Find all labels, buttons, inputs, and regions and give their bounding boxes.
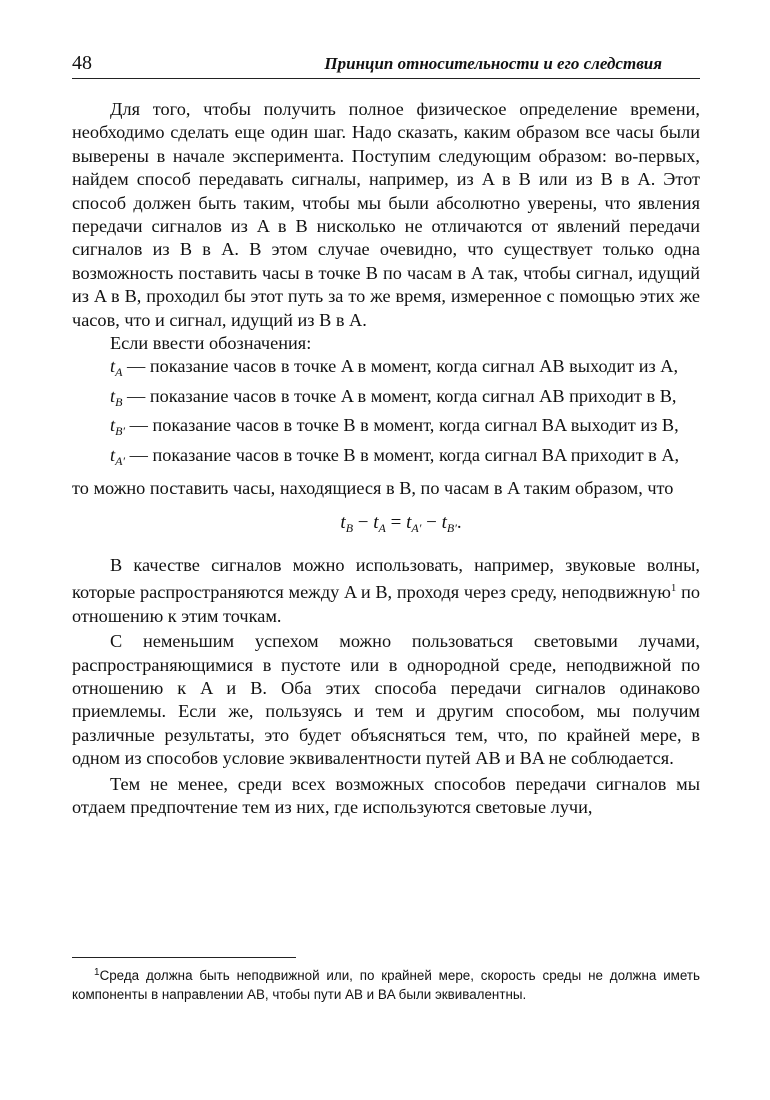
def-var: t [110, 385, 116, 406]
eq-subscript: A [378, 520, 386, 535]
footnote-text-block [72, 963, 700, 1004]
def-text: — показание часов в точке A в момент, когда сигнал AB приходит в B, [122, 385, 677, 406]
def-subscript: A′ [115, 453, 126, 468]
def-subscript: B [115, 394, 123, 409]
paragraph-5: С неменьшим успехом можно пользоваться световыми лучами, распространяющимися в пустоте или в однородной среде, неподвижной по отношению к A и B. Оба этих способа передачи сигналов одинаково приемлемы. Если же, пользуясь и тем и другим способом, мы получим различные результаты, это будет объясняться тем, что, по крайней мере, в одном из способов условие эквивалентности путей AB и BA не соблюдается. [72, 631, 700, 769]
running-header [72, 50, 700, 79]
def-var: t [110, 415, 116, 436]
def-text: — показание часов в точке B в момент, когда сигнал BA выходит из B, [125, 415, 679, 436]
running-title: Принцип относительности и его следствия [324, 54, 662, 73]
eq-operator: − [353, 511, 374, 533]
eq-subscript: A′ [411, 520, 422, 535]
footnote-text: Среда должна быть неподвижной или, по крайней мере, скорость среды не должна иметь компоненты в направлении AB, чтобы пути AB и BA были эквивалентны. [72, 968, 700, 1002]
def-text: — показание часов в точке B в момент, когда сигнал BA приходит в A, [125, 444, 680, 465]
def-text: — показание часов в точке A в момент, когда сигнал AB выходит из A, [122, 356, 679, 377]
p4-text-end: по отношению к этим точкам. [72, 582, 701, 626]
eq-term: t [441, 511, 447, 533]
paragraph-3: то можно поставить часы, находящиеся в B, по часам в A таким образом, что [72, 478, 674, 499]
footnote-ref[interactable]: 1 [670, 582, 677, 595]
eq-end: . [456, 511, 462, 533]
def-var: t [110, 444, 116, 465]
def-var: t [110, 356, 116, 377]
def-subscript: A [115, 365, 123, 380]
paragraph-1: Для того, чтобы получить полное физическое определение времени, необходимо сделать еще один шаг. Надо сказать, каким образом все часы были выверены в начале эксперимента. Поступим следующим образом: во-первых, найдем способ передавать сигналы, например, из A в B или из B в A. Этот способ должен быть таким, чтобы мы были абсолютно уверены, что явления передачи сигналов из A в B нисколько не отличаются от явлений передачи сигналов из B в A. В этом случае очевидно, что существует только одна возможность поставить часы в точке B по часам в A так, чтобы сигнал, идущий из A в B, проходил бы этот путь за то же время, измеренное с помощью этих же часов, что и сигнал, идущий из B в A. [72, 99, 700, 330]
paragraph-4 [72, 554, 700, 628]
def-subscript: B′ [115, 424, 126, 439]
definition-tB-prime [72, 414, 700, 443]
footnote-mark: 1 [94, 967, 100, 978]
equation [72, 511, 700, 540]
eq-subscript: B′ [446, 520, 457, 535]
eq-operator: − [421, 511, 442, 533]
eq-operator: = [385, 511, 407, 533]
eq-subscript: B [345, 520, 354, 535]
definition-tB [72, 385, 700, 414]
page-number: 48 [72, 52, 92, 74]
paragraph-2: Если ввести обозначения: [110, 333, 312, 354]
definition-tA-prime [72, 444, 700, 473]
eq-term: t [340, 511, 346, 533]
paragraph-6: Тем не менее, среди всех возможных способов передачи сигналов мы отдаем предпочтение тем из них, где используются световые лучи, [72, 773, 700, 817]
definition-tA [72, 355, 700, 384]
p4-text: В качестве сигналов можно использовать, например, звуковые волны, которые распространяются между A и B, проходя через среду, неподвижную [72, 554, 700, 603]
eq-term: t [406, 511, 412, 533]
main-text [72, 98, 700, 819]
eq-term: t [373, 511, 379, 533]
footnote [72, 963, 700, 1004]
footnote-rule [72, 957, 296, 958]
